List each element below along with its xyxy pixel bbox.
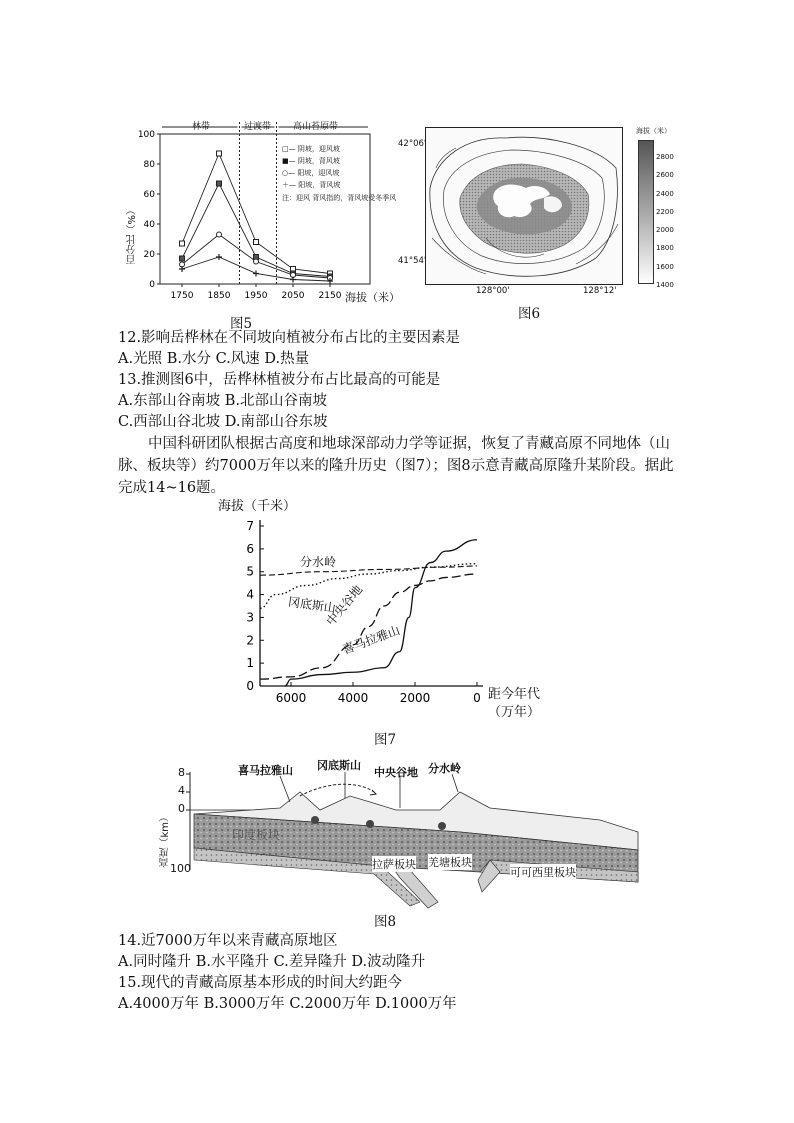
fig8-ytick-4: 4 <box>178 784 185 797</box>
fig5-zone-transition: 过渡带 <box>244 122 272 132</box>
fig7-series-1 <box>260 566 477 575</box>
fig5-point-s3-3 <box>254 259 259 264</box>
fig5-xtick-label: 1950 <box>244 291 268 301</box>
fig8-ytick-100: 100 <box>170 862 191 875</box>
fig5-legend-item-2: ■— 阴坡，背风坡 <box>282 157 340 165</box>
fig7-label-gangdise: 冈底斯山 <box>287 594 337 616</box>
fig5-xtick-label: 2050 <box>281 291 305 301</box>
fig8-plate-india: 印度板块 <box>232 828 281 842</box>
question-14-options: A.同时隆升 B.水平隆升 C.差异隆升 D.波动隆升 <box>118 954 426 970</box>
fig8-label-central-valley: 中央谷地 <box>374 766 418 779</box>
fig5-ytick-label: 80 <box>143 160 155 170</box>
fig7-ytick-label: 5 <box>246 564 254 579</box>
fig5-ytick-label: 0 <box>149 280 155 290</box>
fig7-xlabel-2: （万年） <box>488 705 541 720</box>
fig8-plate-kekexili: 可可西里板块 <box>510 866 576 879</box>
fig5-point-s4-3 <box>253 271 259 277</box>
fig8-ytick-8: 8 <box>178 766 185 779</box>
fig5-note: 注：迎风 背风指的，背风坡受冬季风 <box>282 194 397 202</box>
figure-7 <box>230 516 530 716</box>
fig5-ylabel: 百分比（%） <box>127 205 138 265</box>
fig5-zone-forest: 林带 <box>192 122 211 132</box>
fig5-ytick-label: 100 <box>137 130 155 140</box>
fig7-label-himalaya: 喜马拉雅山 <box>340 623 402 657</box>
fig8-label-himalaya: 喜马拉雅山 <box>238 764 293 777</box>
fig5-legend <box>282 143 340 191</box>
fig5-ytick-label: 20 <box>143 250 155 260</box>
fig5-caption: 图5 <box>230 316 253 332</box>
fig6-lat-bottom: 41°54' <box>398 256 427 266</box>
fig5-point-s2-2 <box>217 181 222 186</box>
fig5-point-s2-1 <box>180 256 185 261</box>
fig8-ytick-0: 0 <box>178 802 185 815</box>
fig7-series-3 <box>260 574 477 679</box>
fig5-ytick-label: 40 <box>143 220 155 230</box>
fig5-legend-item-4: ＋— 阳坡，背风坡 <box>282 181 341 189</box>
fig7-ylabel: 海拔（千米） <box>218 499 297 514</box>
fig5-zone-tundra: 高山苔原带 <box>293 122 339 132</box>
fig5-point-s4-1 <box>179 266 185 272</box>
fig5-point-s1-1 <box>180 241 185 246</box>
fig6-legend-bar <box>638 140 654 284</box>
fig8-plate-qiangtang: 羌塘板块 <box>428 856 472 869</box>
figure-7-chart <box>230 516 530 716</box>
fig7-xlabel-1: 距今年代 <box>488 687 541 702</box>
question-14-stem: 14.近7000万年以来青藏高原地区 <box>118 933 338 949</box>
fig7-ytick-label: 3 <box>246 610 254 625</box>
fig7-xtick-label: 4000 <box>337 691 369 705</box>
figure-5-chart <box>130 112 380 312</box>
fig7-xtick-label: 6000 <box>275 691 307 705</box>
fig7-label-watershed: 分水岭 <box>300 555 337 569</box>
question-15-options: A.4000万年 B.3000万年 C.2000万年 D.1000万年 <box>118 996 457 1012</box>
figure-5 <box>130 112 380 312</box>
fig7-xtick-label: 0 <box>473 691 481 705</box>
figure-6-contours <box>426 128 622 284</box>
fig5-ytick-label: 60 <box>143 190 155 200</box>
fig7-caption: 图7 <box>374 732 397 748</box>
fig5-point-s1-2 <box>217 151 222 156</box>
fig7-ytick-label: 4 <box>246 587 254 602</box>
fig5-legend-item-3: ○— 阳坡，迎风坡 <box>282 169 340 177</box>
fig5-point-s3-2 <box>217 232 222 237</box>
fig8-plate-lhasa: 拉萨板块 <box>372 858 416 871</box>
fig6-lon-right: 128°12' <box>583 286 617 296</box>
fig6-caption: 图6 <box>518 306 541 322</box>
intro-paragraph: 中国科研团队根据古高度和地球深部动力学等证据，恢复了青藏高原不同地体（山脉、板块等）约7000万年以来的隆升历史（图7）；图8示意青藏高原隆升某阶段。据此完成14~16题。 <box>118 436 674 496</box>
question-13-options-1: A.东部山谷南坡 B.北部山谷南坡 <box>118 393 327 409</box>
fig7-ytick-label: 7 <box>246 519 254 533</box>
fig6-legend-title: 海拔（米） <box>636 127 671 135</box>
fig7-ytick-label: 6 <box>246 541 254 556</box>
figure-6-map <box>425 127 623 285</box>
fig5-point-s4-4 <box>290 277 296 283</box>
question-12-stem: 12.影响岳桦林在不同坡向植被分布占比的主要因素是 <box>118 330 461 346</box>
fig8-label-gangdise: 冈底斯山 <box>317 759 361 772</box>
fig5-legend-item-1: □— 阴坡，迎风坡 <box>282 145 340 153</box>
fig6-lat-top: 42°06' <box>398 139 427 149</box>
fig5-xtick-label: 2150 <box>318 291 342 301</box>
fig7-label-central-valley: 中央谷地 <box>323 582 366 629</box>
fig7-ytick-label: 2 <box>246 633 254 648</box>
fig5-point-s4-2 <box>216 254 222 260</box>
fig8-caption: 图8 <box>374 914 397 930</box>
question-12-options: A.光照 B.水分 C.风速 D.热量 <box>118 351 310 367</box>
fig5-xlabel: 海拔（米） <box>345 291 400 304</box>
fig5-xtick-label: 1850 <box>207 291 231 301</box>
fig8-ylabel: 高度（km） <box>160 812 171 868</box>
fig7-xtick-label: 2000 <box>399 691 431 705</box>
fig5-xtick-label: 1750 <box>170 291 194 301</box>
fig6-lon-left: 128°00' <box>476 286 510 296</box>
fig8-label-watershed: 分水岭 <box>428 762 461 775</box>
fig7-ytick-label: 0 <box>246 679 254 693</box>
question-13-options-2: C.西部山谷北坡 D.南部山谷东坡 <box>118 414 328 430</box>
question-15-stem: 15.现代的青藏高原基本形成的时间大约距今 <box>118 975 403 991</box>
fig6-legend-values: 2800 2600 2400 2200 2000 1800 1600 1400 <box>656 153 674 290</box>
question-13-stem: 13.推测图6中，岳桦林植被分布占比最高的可能是 <box>118 372 441 388</box>
fig7-ytick-label: 1 <box>246 656 254 671</box>
fig5-point-s1-3 <box>254 240 259 245</box>
